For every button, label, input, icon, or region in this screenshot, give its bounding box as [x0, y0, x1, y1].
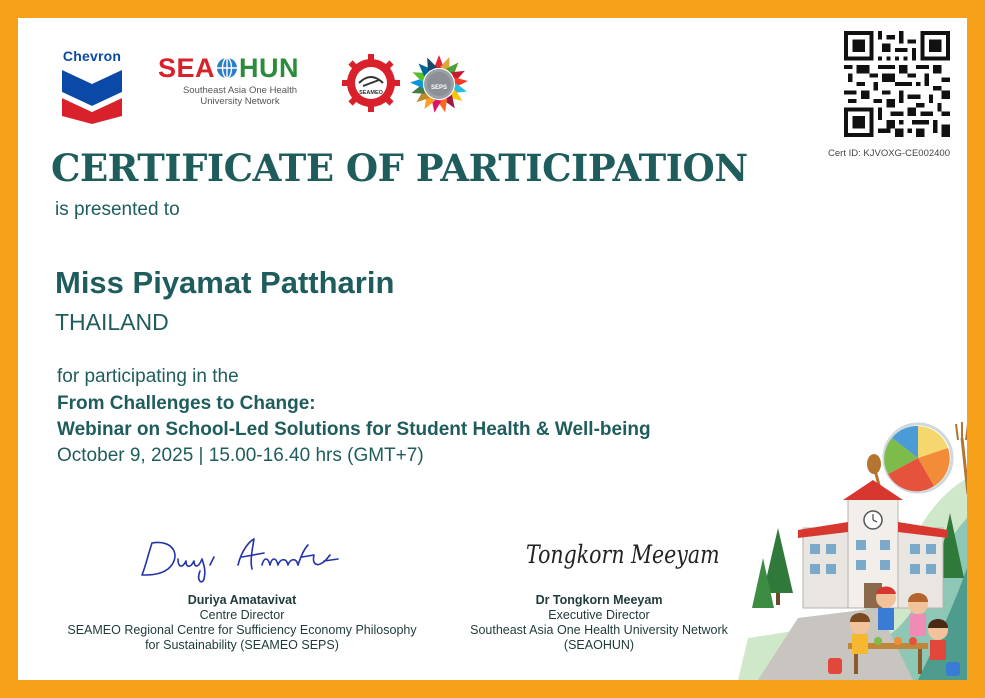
participating-text: for participating in the	[57, 366, 239, 387]
signatory-1-org-line1: SEAMEO Regional Centre for Sufficiency Economy Philosophy	[67, 623, 417, 637]
seameo-gear-icon	[341, 53, 401, 113]
event-title-line1: From Challenges to Change:	[57, 393, 316, 414]
signatory-2-org-line2: (SEAOHUN)	[563, 638, 635, 652]
seaohun-wordmark-hun: HUN	[239, 53, 300, 83]
seps-logo-text: SEPS	[430, 85, 448, 91]
seaohun-tagline: Southeast Asia One Health University Network	[182, 85, 298, 107]
seps-logo	[408, 53, 470, 120]
seps-sdg-wheel-icon	[408, 53, 470, 115]
signatory-1-role: Centre Director	[199, 608, 285, 622]
signatory-2-name: Dr Tongkorn Meeyam	[535, 593, 663, 607]
presented-to-text: is presented to	[55, 199, 180, 220]
signatory-2-role: Executive Director	[548, 608, 650, 622]
event-date: October 9, 2025 | 15.00-16.40 hrs (GMT+7)	[57, 445, 424, 466]
event-title-line2: Webinar on School-Led Solutions for Student Health & Well-being	[57, 419, 651, 440]
seameo-logo-text: SEAMEO	[359, 90, 383, 96]
signatory-1-org-line2: for Sustainability (SEAMEO SEPS)	[145, 638, 339, 652]
certificate	[18, 18, 967, 680]
seaohun-wordmark	[158, 54, 318, 82]
signatory-1	[48, 593, 436, 653]
signatory-2-org-line1: Southeast Asia One Health University Network	[470, 623, 728, 637]
signature-tongkorn-meeyam: Tongkorn Meeyam	[526, 540, 720, 569]
seaohun-wordmark-sea: SEA	[158, 53, 216, 83]
signature-duriya-amatavivat	[138, 535, 348, 585]
qr-code-icon	[844, 31, 950, 137]
recipient-country: THAILAND	[55, 309, 169, 335]
signatory-2	[450, 593, 748, 653]
school-health-illustration	[738, 418, 967, 680]
chevron-logo	[59, 48, 125, 124]
globe-icon	[216, 57, 238, 79]
chevron-emblem-icon	[62, 66, 122, 124]
chevron-wordmark: Chevron	[62, 48, 122, 64]
seaohun-logo	[158, 54, 318, 107]
certificate-title: CERTIFICATE OF PARTICIPATION	[51, 146, 748, 190]
certificate-id: Cert ID: KJVOXG-CE002400	[828, 148, 950, 159]
recipient-name: Miss Piyamat Pattharin	[55, 265, 395, 300]
signatory-1-name: Duriya Amatavivat	[187, 593, 297, 607]
seameo-logo	[341, 53, 401, 118]
